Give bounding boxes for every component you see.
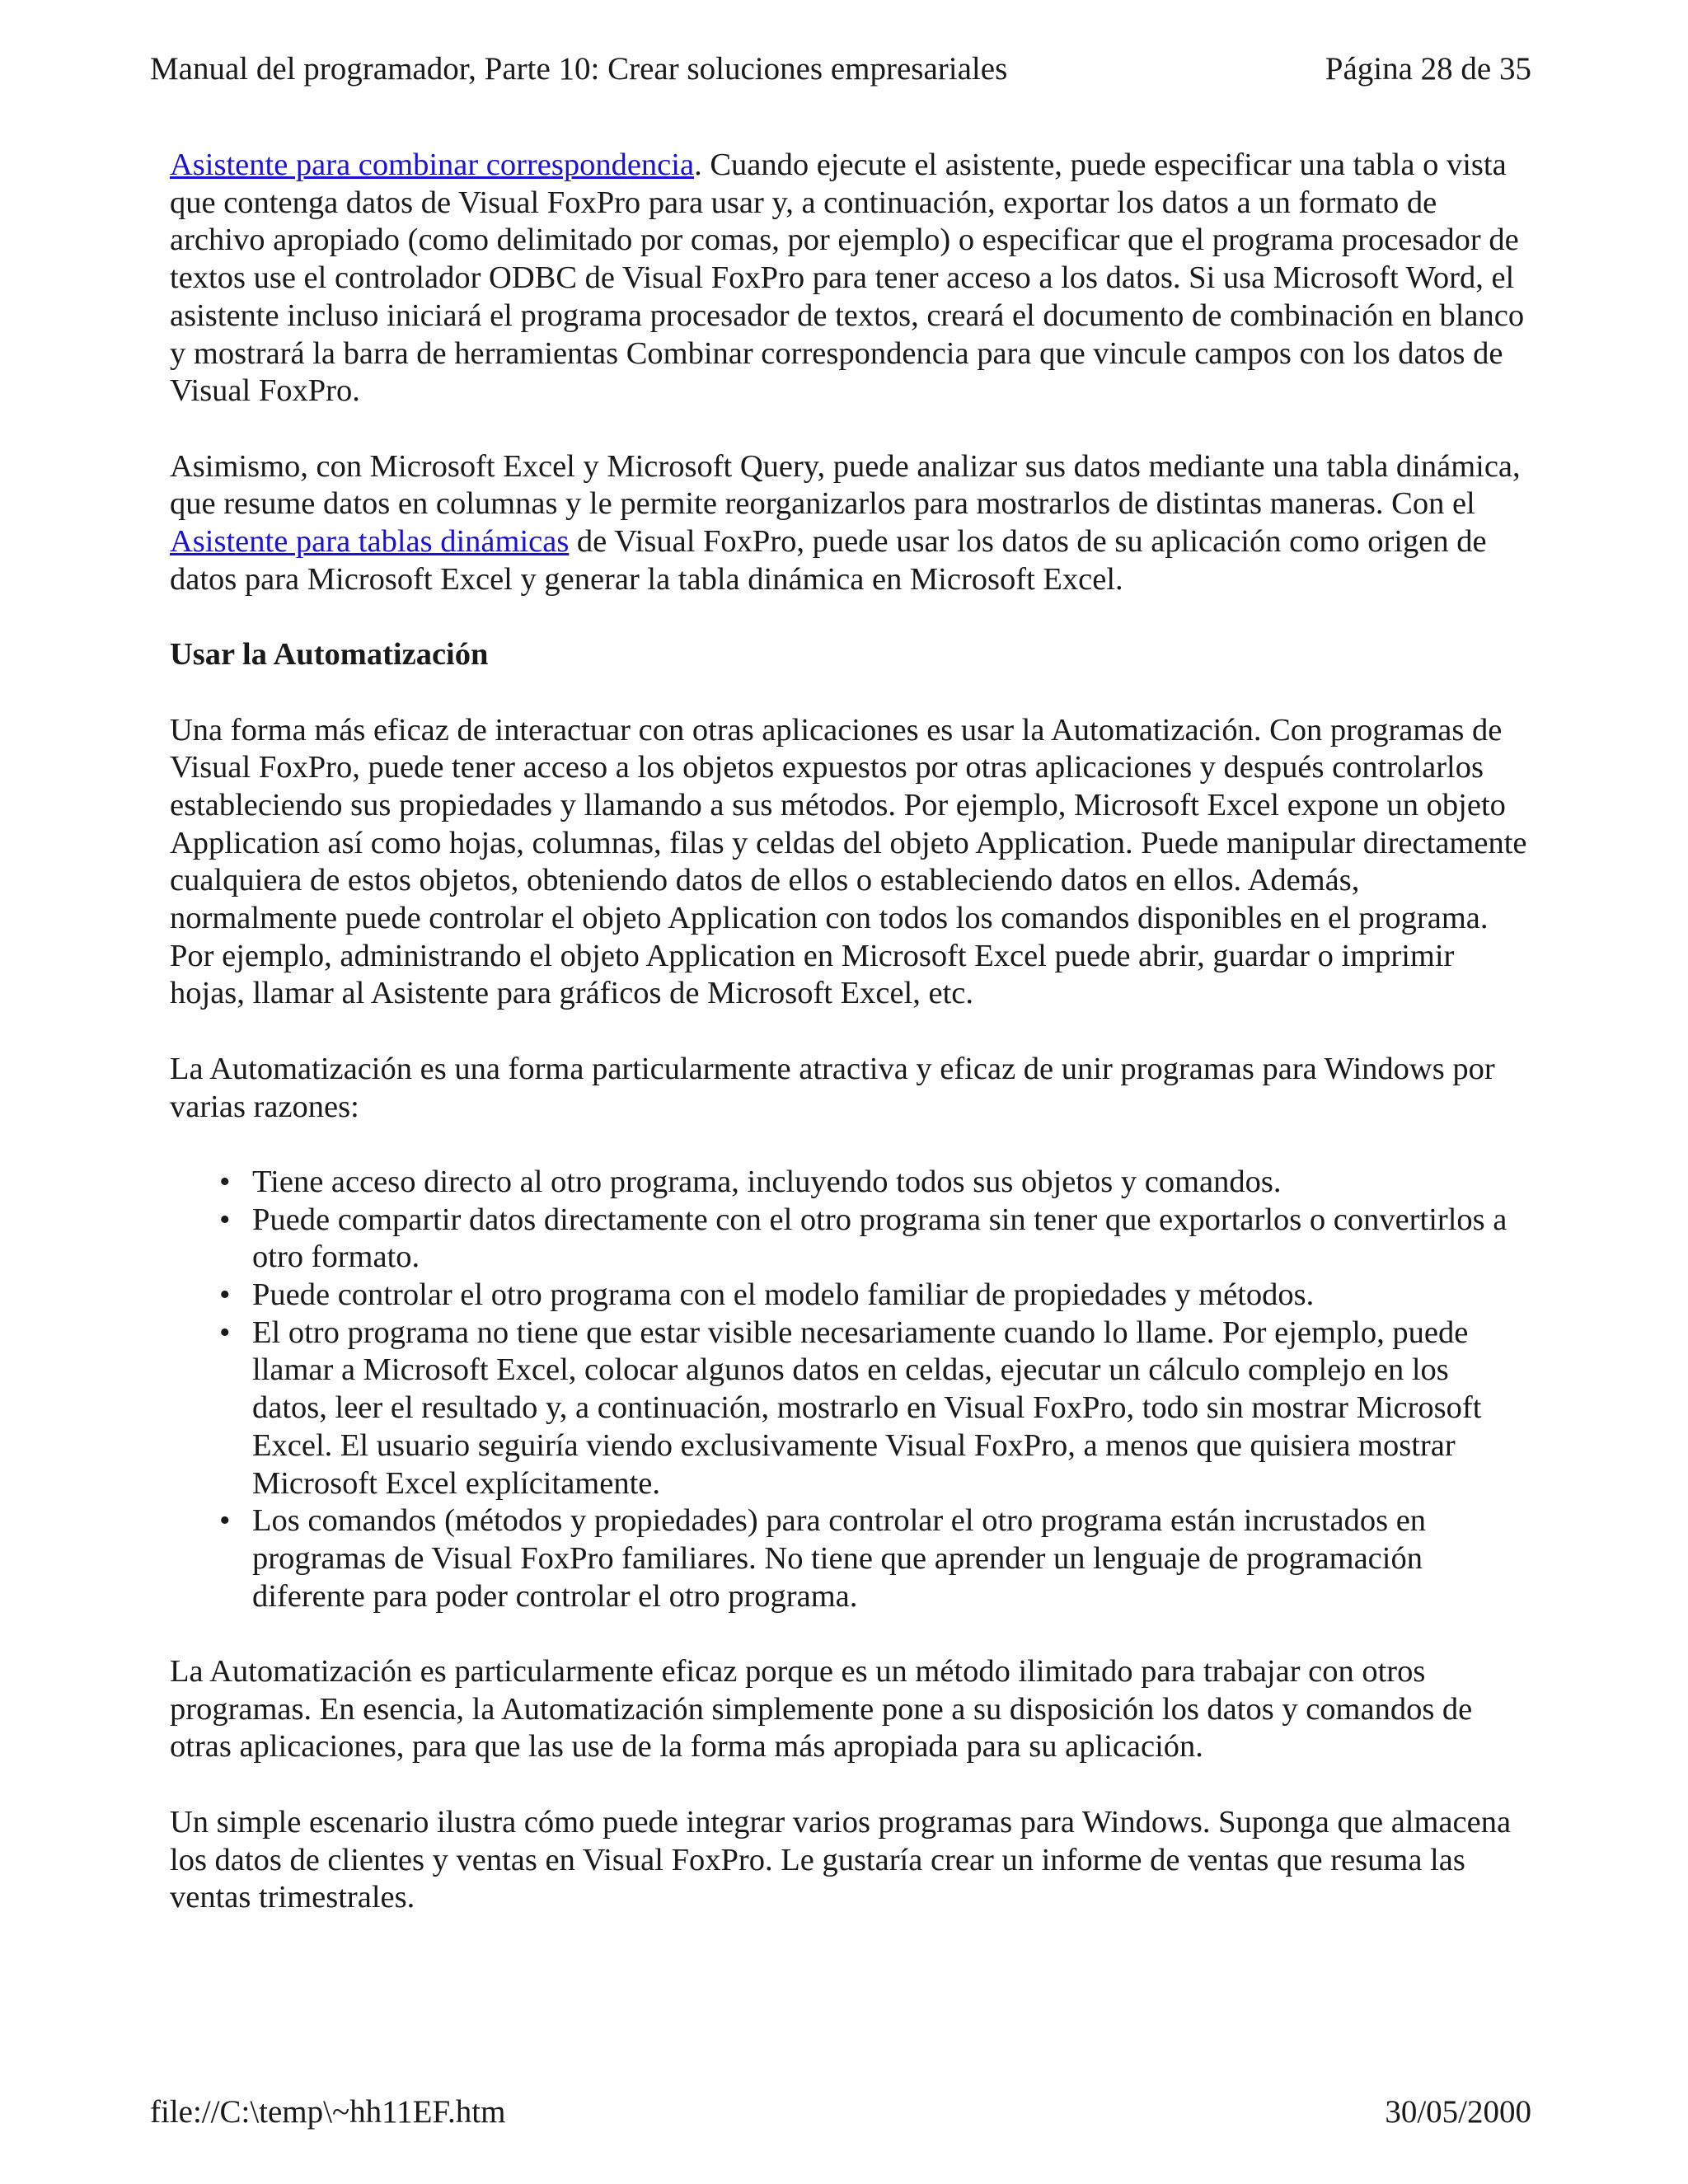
header-title: Manual del programador, Parte 10: Crear soluciones empresariales — [150, 51, 1008, 87]
file-path: file://C:\temp\~hh11EF.htm — [150, 2094, 506, 2130]
bullet-icon: • — [219, 1164, 231, 1199]
reasons-list — [170, 1164, 1530, 1615]
paragraph-automation-intro: Una forma más eficaz de interactuar con otras aplicaciones es usar la Automatización. Con programas de Visual FoxPro, puede tener acceso a los objetos expuestos por otras aplicaciones y después controlarlos estableciendo sus propiedades y llamando a sus métodos. Por ejemplo, Microsoft Excel expone un objeto Application así como hojas, columnas, filas y celdas del objeto Application. Puede manipular directamente cualquiera de estos objetos, obteniendo datos de ellos o estableciendo datos en ellos. Además, normalmente puede controlar el objeto Application con todos los comandos disponibles en el programa. Por ejemplo, administrando el objeto Application en Microsoft Excel puede abrir, guardar o imprimir hojas, llamar al Asistente para gráficos de Microsoft Excel, etc. — [170, 712, 1527, 1011]
paragraph-text: Asimismo, con Microsoft Excel y Microsoft Query, puede analizar sus datos mediante una tabla dinámica, que resume datos en columnas y le permite reorganizarlos para mostrarlos de distintas maneras. Con el — [170, 448, 1521, 522]
paragraph-text: de Visual FoxPro, puede usar los datos de su aplicación como origen de datos para Microsoft Excel y generar la tabla dinámica en Microsoft Excel. — [170, 524, 1487, 597]
paragraph-scenario: Un simple escenario ilustra cómo puede integrar varios programas para Windows. Suponga que almacena los datos de clientes y ventas en Visual FoxPro. Le gustaría crear un informe de ventas que resuma las ventas trimestrales. — [170, 1804, 1512, 1915]
mail-merge-wizard-link[interactable]: Asistente para combinar correspondencia — [170, 148, 695, 182]
paragraph-mail-merge — [170, 147, 1530, 410]
bullet-icon: • — [219, 1277, 231, 1313]
paragraph-unlimited-method: La Automatización es particularmente eficaz porque es un método ilimitado para trabajar con otros programas. En esencia, la Automatización simplemente pone a su disposición los datos y comandos de otras aplicaciones, para que las use de la forma más apropiada para su aplicación. — [170, 1654, 1473, 1765]
list-item: • Tiene acceso directo al otro programa, incluyendo todos sus objetos y comandos. — [252, 1164, 1530, 1202]
print-date: 30/05/2000 — [1385, 2094, 1531, 2130]
list-item: • Puede compartir datos directamente con el otro programa sin tener que exportarlos o convertirlos a otro formato. — [219, 1202, 1507, 1275]
paragraph-pivot-table — [170, 448, 1530, 599]
list-item: • Los comandos (métodos y propiedades) para controlar el otro programa están incrustados en programas de Visual FoxPro familiares. No tiene que aprender un lenguaje de programación diferente para poder controlar el otro programa. — [219, 1503, 1427, 1614]
document-body — [170, 147, 1530, 1955]
section-heading: Usar la Automatización — [170, 637, 489, 673]
bullet-icon: • — [219, 1202, 231, 1237]
page-number: Página 28 de 35 — [1325, 51, 1531, 87]
pivot-table-wizard-link[interactable]: Asistente para tablas dinámicas — [170, 524, 570, 560]
paragraph-text: . Cuando ejecute el asistente, puede especificar una tabla o vista que contenga datos de Visual FoxPro para usar y, a continuación, exportar los datos a un formato de archivo apropiado (como delimitado por comas, por ejemplo) o especificar que el programa procesador de textos use el controlador ODBC de Visual FoxPro para tener acceso a los datos. Si usa Microsoft Word, el asistente incluso iniciará el programa procesador de textos, creará el documento de combinación en blanco y mostrará la barra de herramientas Combinar correspondencia para que vincule campos con los datos de Visual FoxPro. — [170, 148, 1525, 409]
bullet-icon: • — [219, 1503, 231, 1539]
list-item: • El otro programa no tiene que estar visible necesariamente cuando lo llame. Por ejemplo, puede llamar a Microsoft Excel, colocar algunos datos en celdas, ejecutar un cálculo complejo en los datos, leer el resultado y, a continuación, mostrarlo en Visual FoxPro, todo sin mostrar Microsoft Excel. El usuario seguiría viendo exclusivamente Visual FoxPro, a menos que quisiera mostrar Microsoft Excel explícitamente. — [219, 1315, 1482, 1501]
list-item: • Puede controlar el otro programa con el modelo familiar de propiedades y métodos. — [252, 1277, 1530, 1315]
paragraph-reasons: La Automatización es una forma particularmente atractiva y eficaz de unir programas para Windows por varias razones: — [170, 1051, 1495, 1124]
bullet-icon: • — [219, 1315, 231, 1350]
